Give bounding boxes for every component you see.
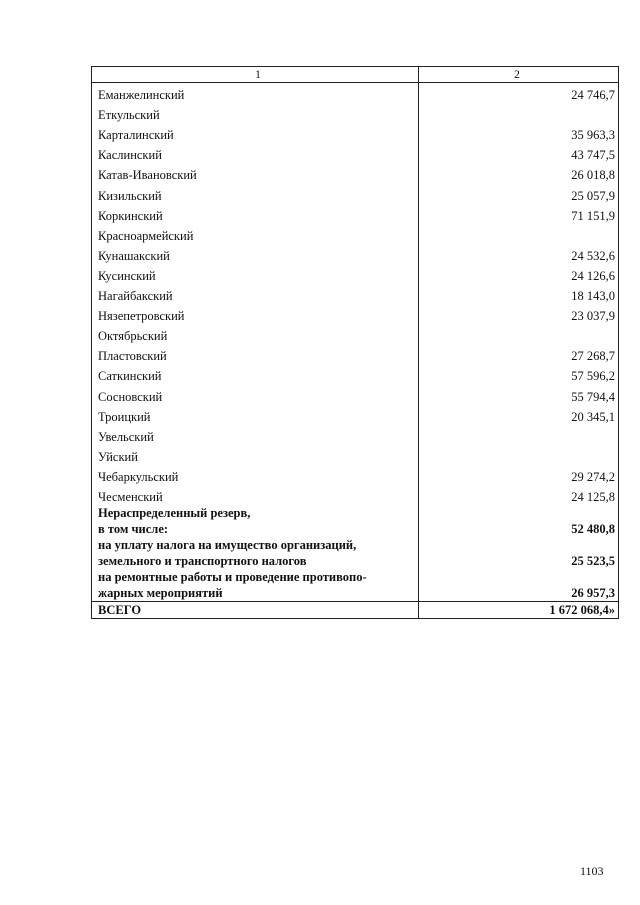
district-value: 27 268,7	[419, 344, 619, 364]
tax-row-value: 25 523,5	[419, 553, 619, 569]
district-value: 26 018,8	[419, 163, 619, 183]
district-name: Нязепетровский	[92, 304, 419, 324]
district-name: Кизильский	[92, 183, 419, 203]
table-header-row	[92, 67, 619, 83]
district-value	[419, 324, 619, 344]
district-name: Кунашакский	[92, 244, 419, 264]
district-name: Еманжелинский	[92, 83, 419, 104]
table-row	[92, 344, 619, 364]
district-name: Октябрьский	[92, 324, 419, 344]
district-value: 24 532,6	[419, 244, 619, 264]
table-row	[92, 83, 619, 104]
district-value: 55 794,4	[419, 384, 619, 404]
table-row	[92, 465, 619, 485]
table-row	[92, 405, 619, 425]
tax-row-line2	[92, 553, 619, 569]
table-row	[92, 143, 619, 163]
repair-row-line1	[92, 569, 619, 585]
table-row	[92, 445, 619, 465]
table-row	[92, 183, 619, 203]
district-name: Уйский	[92, 445, 419, 465]
district-value: 20 345,1	[419, 405, 619, 425]
table-row	[92, 284, 619, 304]
reserve-row-label-1: Нераспределенный резерв,	[92, 505, 419, 521]
page-number: 1103	[580, 864, 604, 878]
district-name: Троицкий	[92, 405, 419, 425]
table-row	[92, 364, 619, 384]
table-row	[92, 485, 619, 505]
table-row	[92, 425, 619, 445]
district-name: Чебаркульский	[92, 465, 419, 485]
table-row	[92, 304, 619, 324]
table-row	[92, 163, 619, 183]
district-value: 24 125,8	[419, 485, 619, 505]
reserve-row-label-2: в том числе:	[92, 521, 419, 537]
column-header-1: 1	[92, 67, 419, 83]
table-row	[92, 244, 619, 264]
district-name: Кусинский	[92, 264, 419, 284]
district-value: 71 151,9	[419, 204, 619, 224]
district-value	[419, 445, 619, 465]
tax-row-label-2: земельного и транспортного налогов	[92, 553, 419, 569]
total-label: ВСЕГО	[92, 601, 419, 618]
district-value: 24 126,6	[419, 264, 619, 284]
budget-table	[91, 66, 619, 619]
district-value: 43 747,5	[419, 143, 619, 163]
district-value	[419, 224, 619, 244]
district-value: 24 746,7	[419, 83, 619, 104]
district-name: Катав-Ивановский	[92, 163, 419, 183]
reserve-row-blank	[419, 505, 619, 521]
total-value: 1 672 068,4»	[419, 601, 619, 618]
table-row	[92, 224, 619, 244]
district-name: Карталинский	[92, 123, 419, 143]
district-name: Саткинский	[92, 364, 419, 384]
district-name: Сосновский	[92, 384, 419, 404]
district-name: Еткульский	[92, 103, 419, 123]
table-row	[92, 324, 619, 344]
table-row	[92, 264, 619, 284]
district-value: 25 057,9	[419, 183, 619, 203]
reserve-row-line1	[92, 505, 619, 521]
reserve-row-value: 52 480,8	[419, 521, 619, 537]
table-row	[92, 204, 619, 224]
district-name: Коркинский	[92, 204, 419, 224]
district-value	[419, 425, 619, 445]
district-name: Пластовский	[92, 344, 419, 364]
district-value	[419, 103, 619, 123]
district-value: 35 963,3	[419, 123, 619, 143]
district-value: 57 596,2	[419, 364, 619, 384]
district-value: 29 274,2	[419, 465, 619, 485]
tax-row-line1	[92, 537, 619, 553]
district-name: Каслинский	[92, 143, 419, 163]
repair-row-line2	[92, 585, 619, 602]
repair-row-label-2: жарных мероприятий	[92, 585, 419, 602]
reserve-row-line2	[92, 521, 619, 537]
district-name: Нагайбакский	[92, 284, 419, 304]
repair-row-label-1: на ремонтные работы и проведение противопо-	[92, 569, 419, 585]
tax-row-label-1: на уплату налога на имущество организаций,	[92, 537, 419, 553]
repair-row-value: 26 957,3	[419, 585, 619, 602]
column-header-2: 2	[419, 67, 619, 83]
table-row	[92, 123, 619, 143]
table-row	[92, 103, 619, 123]
tax-row-blank	[419, 537, 619, 553]
repair-row-blank	[419, 569, 619, 585]
district-name: Чесменский	[92, 485, 419, 505]
total-row	[92, 601, 619, 618]
district-name: Увельский	[92, 425, 419, 445]
district-value: 18 143,0	[419, 284, 619, 304]
district-name: Красноармейский	[92, 224, 419, 244]
table-row	[92, 384, 619, 404]
district-value: 23 037,9	[419, 304, 619, 324]
